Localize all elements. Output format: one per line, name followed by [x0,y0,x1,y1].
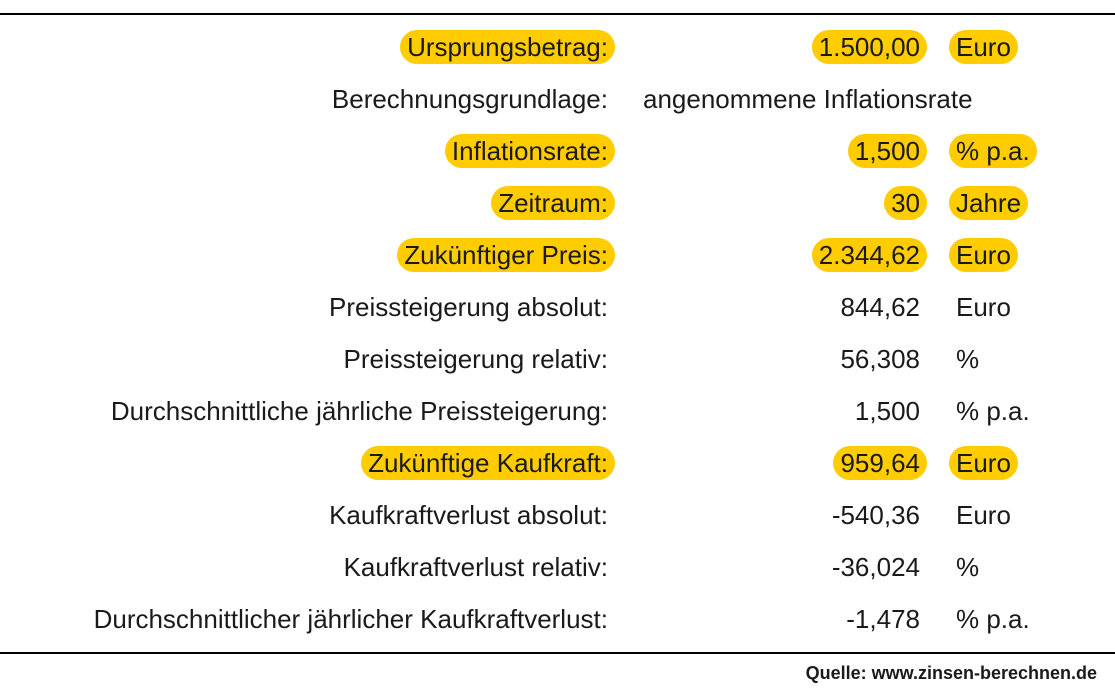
row-durchschnittliche-preissteigerung [0,386,1115,438]
row-label: Kaufkraftverlust absolut: [329,500,608,530]
top-rule [0,13,1115,15]
row-label: Inflationsrate: [445,134,615,168]
row-label: Kaufkraftverlust relativ: [343,552,608,582]
row-unit: Euro [956,292,1011,322]
row-unit: % [956,344,980,374]
row-label: Preissteigerung relativ: [343,344,608,374]
row-inflationsrate [0,126,1115,178]
row-value: 1,500 [848,134,927,168]
row-value: 959,64 [833,446,927,480]
row-value: 56,308 [840,344,920,374]
inflation-results-table [0,22,1115,646]
bottom-rule [0,652,1115,654]
source-credit: Quelle: www.zinsen-berechnen.de [805,663,1097,683]
row-value: 2.344,62 [812,238,927,272]
row-value: -36,024 [831,552,920,582]
row-basis-text: angenommene Inflationsrate [643,84,973,114]
row-berechnungsgrundlage [0,74,1115,126]
row-value: 1,500 [854,396,920,426]
row-unit: Euro [949,238,1018,272]
row-value: -1,478 [846,604,920,634]
row-unit: % [956,552,980,582]
row-zeitraum [0,178,1115,230]
row-label: Preissteigerung absolut: [329,292,608,322]
row-value: 30 [884,186,927,220]
row-unit: Euro [949,446,1018,480]
row-durchschnittlicher-kaufkraftverlust [0,594,1115,646]
row-kaufkraftverlust-relativ [0,542,1115,594]
row-unit: Euro [949,30,1018,64]
row-value: -540,36 [831,500,920,530]
row-kaufkraftverlust-absolut [0,490,1115,542]
row-unit: % p.a. [956,604,1030,634]
row-value: 1.500,00 [812,30,927,64]
row-zukuenftige-kaufkraft [0,438,1115,490]
row-label: Durchschnittlicher jährlicher Kaufkraftverlust: [93,604,608,634]
row-label: Zeitraum: [491,186,615,220]
row-preissteigerung-relativ [0,334,1115,386]
row-label: Ursprungsbetrag: [400,30,615,64]
row-value: 844,62 [840,292,920,322]
row-unit: Euro [956,500,1011,530]
row-label: Durchschnittliche jährliche Preissteigerung: [110,396,608,426]
row-zukuenftiger-preis [0,230,1115,282]
row-preissteigerung-absolut [0,282,1115,334]
row-label: Berechnungsgrundlage: [331,84,608,114]
row-unit: % p.a. [949,134,1037,168]
row-label: Zukünftiger Preis: [397,238,615,272]
row-unit: % p.a. [956,396,1030,426]
row-label: Zukünftige Kaufkraft: [361,446,615,480]
row-ursprungsbetrag [0,22,1115,74]
row-unit: Jahre [949,186,1028,220]
